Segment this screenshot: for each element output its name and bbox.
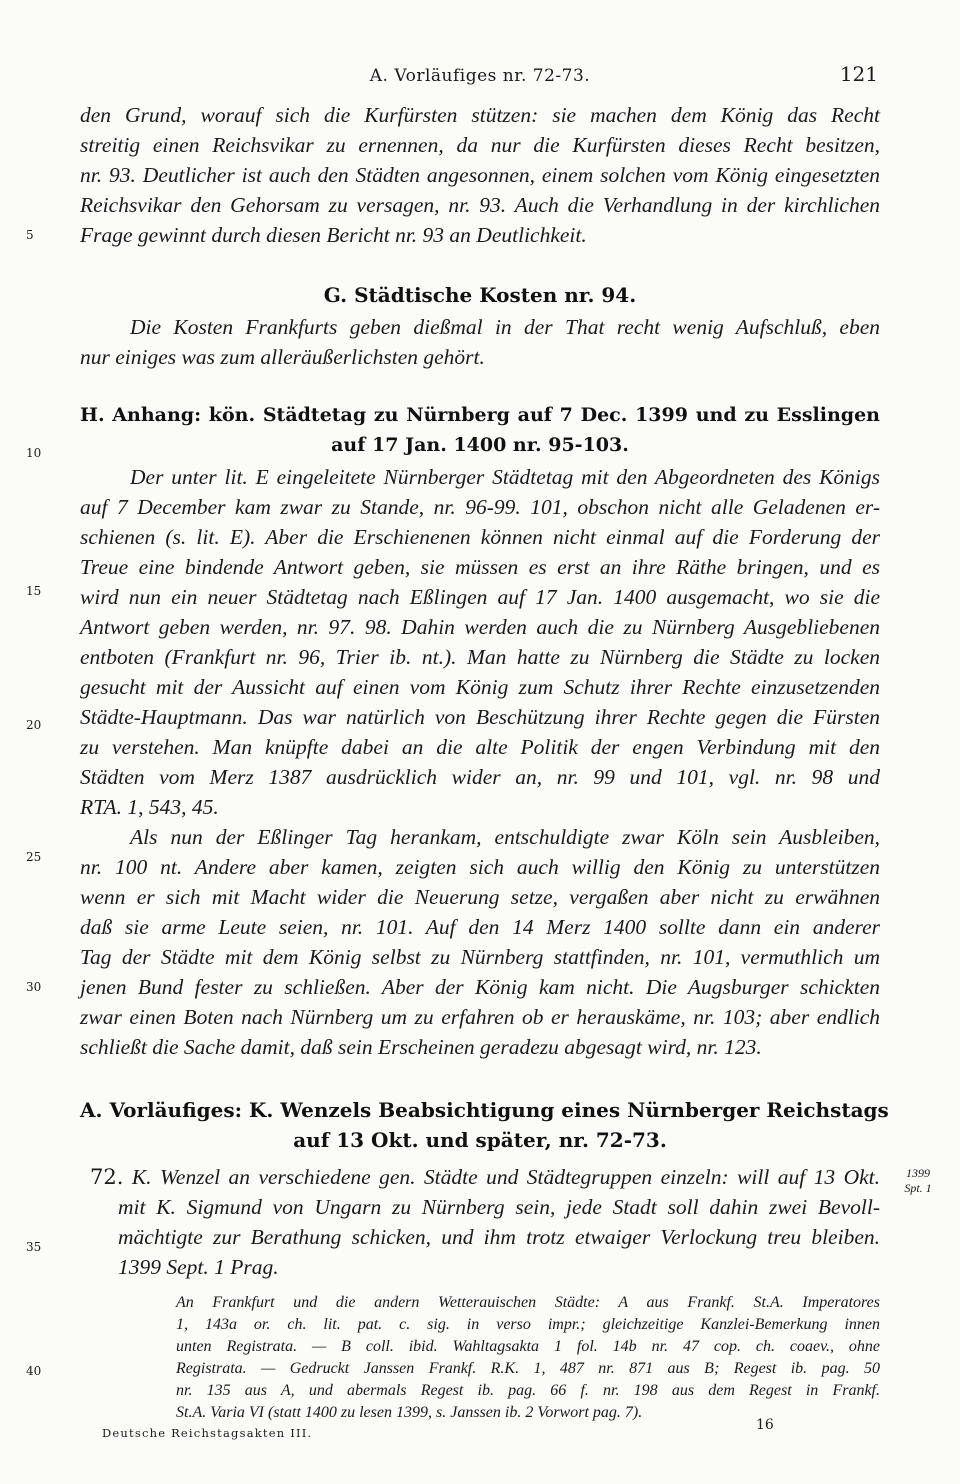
text-line: wenn er sich mit Macht wider die Neuerung setze, vergaßen aber nicht zu erwähnen	[80, 885, 880, 909]
line-number: 5	[26, 228, 34, 242]
line-number: 40	[26, 1364, 42, 1378]
text-line: Frage gewinnt durch diesen Bericht nr. 93 an Deutlichkeit.	[80, 223, 587, 247]
section-heading-text: H. Anhang: kön. Städtetag zu Nürnberg auf 7 Dec. 1399 und zu Esslingen	[80, 404, 880, 426]
line-number: 35	[26, 1240, 42, 1254]
text-line: 1399 Sept. 1 Prag.	[118, 1255, 279, 1279]
apparatus-line: 1, 143a or. ch. lit. pat. c. sig. in verso impr.; gleichzeitige Kanzlei-Bemerkung innen	[176, 1316, 880, 1333]
text-line: streitig einen Reichsvikar zu ernennen, da nur die Kurfürsten dieses Recht besitzen,	[80, 133, 880, 157]
text-line: Reichsvikar den Gehorsam zu versagen, nr. 93. Auch die Verhandlung in der kirchlichen	[80, 193, 880, 217]
apparatus-line: An Frankfurt und die andern Wetterauischen Städte: A aus Frankf. St.A. Imperatores	[176, 1294, 880, 1311]
text-line: Die Kosten Frankfurts geben dießmal in der That recht wenig Aufschluß, eben	[130, 315, 880, 339]
section-h-heading	[80, 400, 880, 460]
apparatus-line: nr. 135 aus A, und abermals Regest ib. pag. 66 f. nr. 198 aus dem Regest in Frankf.	[176, 1382, 880, 1399]
running-head: A. Vorläufiges nr. 72-73.	[369, 66, 591, 86]
line-number: 10	[26, 446, 42, 460]
margin-date: Spt. 1	[904, 1181, 932, 1195]
footer-signature: 16	[756, 1417, 774, 1433]
section-heading-text: A. Vorläufiges: K. Wenzels Beabsichtigung eines Nürnberger Reichstags	[80, 1098, 889, 1122]
text-line: wird nun ein neuer Städtetag nach Eßlingen auf 17 Jan. 1400 ausgemacht, wo sie die	[80, 585, 880, 609]
apparatus-line: St.A. Varia VI (statt 1400 zu lesen 1399, s. Janssen ib. 2 Vorwort pag. 7).	[176, 1404, 643, 1421]
text-line: den Grund, worauf sich die Kurfürsten stützen: sie machen dem König das Recht	[80, 103, 880, 127]
text-line: Der unter lit. E eingeleitete Nürnberger Städtetag mit den Abgeordneten des Königs	[130, 465, 880, 489]
text-line: nur einiges was zum alleräußerlichsten gehört.	[80, 345, 485, 369]
text-line: RTA. 1, 543, 45.	[80, 795, 219, 819]
entry-text: K. Wenzel an verschiedene gen. Städte und Städtegruppen einzeln: will auf 13 Okt.	[131, 1165, 881, 1189]
text-line: schienen (s. lit. E). Aber die Erschienenen können nicht einmal auf die Forderung der	[80, 525, 880, 549]
margin-date-note	[888, 1166, 948, 1196]
margin-year: 1399	[906, 1166, 930, 1180]
text-line: mit K. Sigmund von Ungarn zu Nürnberg sein, jede Stadt soll dahin zwei Bevoll-	[118, 1195, 880, 1219]
footer-series: Deutsche Reichstagsakten III.	[102, 1426, 313, 1440]
entry-72	[90, 1162, 880, 1282]
text-line: Als nun der Eßlinger Tag herankam, entschuldigte zwar Köln sein Ausbleiben,	[130, 825, 880, 849]
line-number: 20	[26, 718, 42, 732]
text-line: Antwort geben werden, nr. 97. 98. Dahin werden auch die zu Nürnberg Ausgebliebenen	[80, 615, 880, 639]
text-line: zu verstehen. Man knüpfte dabei an die alte Politik der engen Verbindung mit den	[80, 735, 880, 759]
text-line: nr. 100 nt. Andere aber kamen, zeigten sich auch willig den König zu unterstützen	[80, 855, 880, 879]
text-line: gesucht mit der Aussicht auf einen vom König zum Schutz ihrer Rechte einzusetzenden	[80, 675, 880, 699]
text-line	[90, 1162, 880, 1192]
text-line: auf 7 December kam zwar zu Stande, nr. 96-99. 101, obschon nicht alle Geladenen er-	[80, 495, 880, 519]
line-number: 25	[26, 850, 42, 864]
apparatus-line: unten Registrata. — B coll. ibid. Wahltagsakta 1 fol. 14b nr. 47 cop. ch. coaev., ohne	[176, 1338, 880, 1355]
line-number: 30	[26, 980, 42, 994]
critical-apparatus	[176, 1292, 880, 1424]
apparatus-line: Registrata. — Gedruckt Janssen Frankf. R.K. 1, 487 nr. 871 aus B; Regest ib. pag. 50	[176, 1360, 880, 1377]
text-line: daß sie arme Leute seien, nr. 101. Auf den 14 Merz 1400 sollte dann ein anderer	[80, 915, 880, 939]
text-line: zwar einen Boten nach Nürnberg um zu erfahren ob er herauskäme, nr. 103; aber endlich	[80, 1005, 880, 1029]
intro-paragraph	[80, 100, 880, 250]
section-heading-text: auf 13 Okt. und später, nr. 72-73.	[293, 1128, 667, 1152]
section-heading-text: G. Städtische Kosten nr. 94.	[323, 283, 637, 307]
page-number: 121	[839, 62, 878, 86]
section-g-paragraph	[80, 312, 880, 372]
entry-number: 72.	[90, 1165, 124, 1189]
text-line: schließt die Sache damit, daß sein Erscheinen geradezu abgesagt wird, nr. 123.	[80, 1035, 762, 1059]
page-header	[80, 62, 880, 92]
section-heading-text: auf 17 Jan. 1400 nr. 95-103.	[331, 434, 629, 456]
text-line: Treue eine bindende Antwort geben, sie müssen es erst an ihre Räthe bringen, und es	[80, 555, 880, 579]
text-line: Tag der Städte mit dem König selbst zu Nürnberg stattfinden, nr. 101, vermuthlich um	[80, 945, 880, 969]
text-line: nr. 93. Deutlicher ist auch den Städten angesonnen, einem solchen vom König eingesetzten	[80, 163, 880, 187]
text-line: entboten (Frankfurt nr. 96, Trier ib. nt.). Man hatte zu Nürnberg die Städte zu locken	[80, 645, 880, 669]
text-line: Städte-Hauptmann. Das war natürlich von Beschützung ihrer Rechte gegen die Fürsten	[80, 705, 880, 729]
section-a-heading	[80, 1095, 889, 1155]
text-line: Städten vom Merz 1387 ausdrücklich wider an, nr. 99 und 101, vgl. nr. 98 und	[80, 765, 880, 789]
section-g-heading	[80, 280, 880, 310]
line-number: 15	[26, 584, 42, 598]
section-h-body	[80, 462, 880, 1062]
text-line: jenen Bund fester zu schließen. Aber der König kam nicht. Die Augsburger schickten	[80, 975, 880, 999]
text-line: mächtigte zur Berathung schicken, und ihm trotz etwaiger Verlockung treu bleiben.	[118, 1225, 880, 1249]
